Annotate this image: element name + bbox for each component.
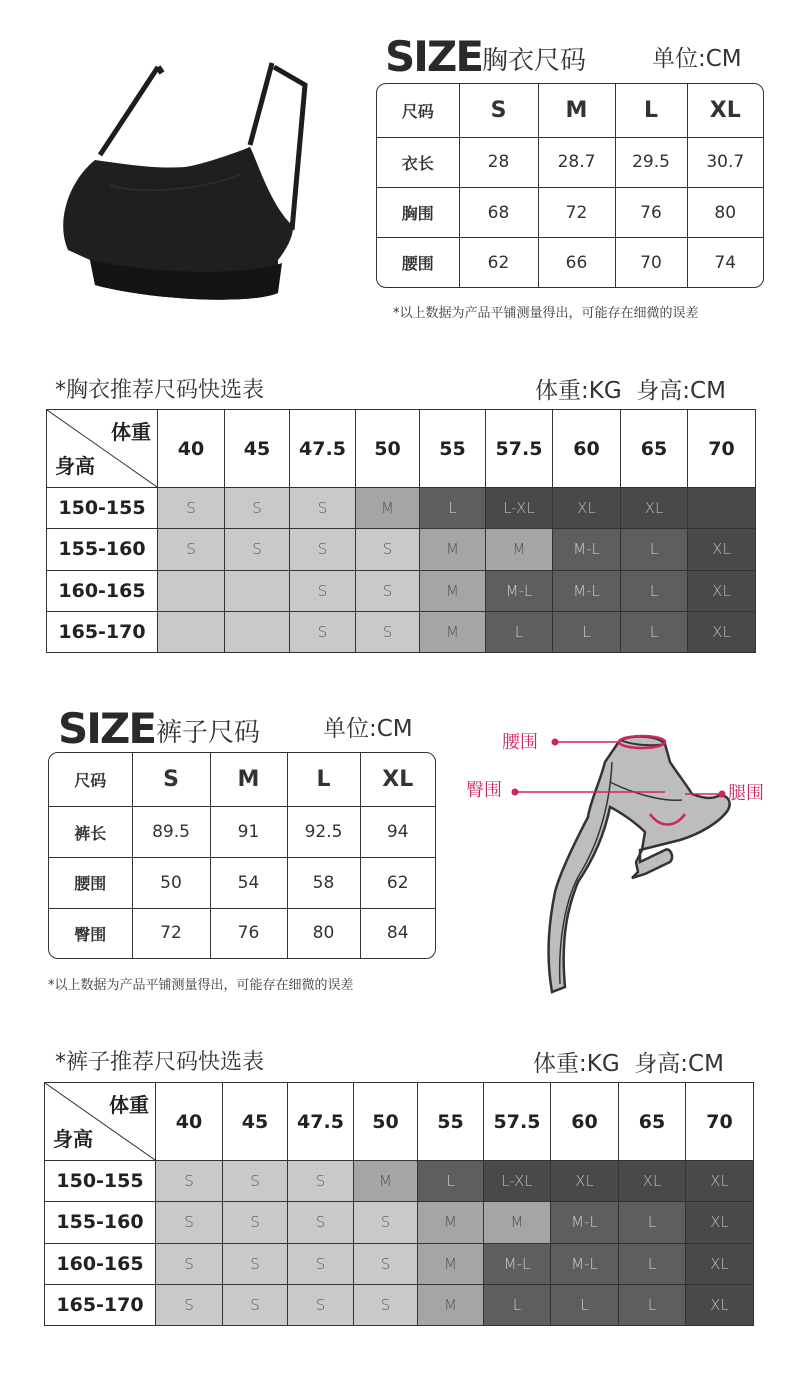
- size-cell: L: [619, 1202, 686, 1243]
- header-cell: M: [210, 753, 287, 807]
- size-cell: S: [156, 1161, 223, 1202]
- size-cell: M: [418, 1243, 484, 1284]
- size-cell: S: [290, 570, 356, 611]
- size-cell: M: [418, 1202, 484, 1243]
- size-cell: S: [288, 1202, 354, 1243]
- table-header-row: [377, 84, 763, 137]
- weight-header-cell: 47.5: [290, 410, 356, 488]
- row-label: 腰围: [49, 857, 132, 908]
- size-cell: S: [354, 1243, 418, 1284]
- weight-header-cell: 45: [225, 410, 290, 488]
- header-cell: 尺码: [49, 753, 132, 807]
- table-cell: 66: [538, 238, 615, 287]
- size-cell: S: [356, 529, 420, 570]
- table-header-row: [49, 753, 435, 807]
- size-cell: S: [156, 1284, 223, 1325]
- size-cell: M: [484, 1202, 551, 1243]
- size-cell: S: [158, 529, 225, 570]
- size-cell: L: [619, 1284, 686, 1325]
- table-row: [45, 1161, 754, 1202]
- size-cell: L-XL: [484, 1161, 551, 1202]
- size-cell: S: [223, 1243, 288, 1284]
- size-cell: S: [288, 1243, 354, 1284]
- table-cell: 91: [210, 807, 287, 858]
- table-cell: 74: [687, 238, 763, 287]
- table-row: [47, 488, 756, 529]
- table-cell: 89.5: [132, 807, 210, 858]
- pants-rec-title: *裤子推荐尺码快选表: [55, 1050, 265, 1075]
- size-cell: M-L: [553, 570, 621, 611]
- table-row: [45, 1202, 754, 1243]
- size-cell: S: [158, 488, 225, 529]
- weight-header-cell: 55: [420, 410, 486, 488]
- table-row: [49, 807, 435, 858]
- size-cell: S: [288, 1284, 354, 1325]
- row-label: 胸围: [377, 187, 459, 237]
- header-cell: M: [538, 84, 615, 137]
- weight-header-row: [45, 1083, 754, 1161]
- size-cell: L: [484, 1284, 551, 1325]
- header-cell: 尺码: [377, 84, 459, 137]
- table-cell: 30.7: [687, 137, 763, 187]
- table-cell: 58: [287, 857, 360, 908]
- size-cell: [225, 611, 290, 652]
- pants-size-title: 裤子尺码: [156, 718, 261, 748]
- table-row: [47, 611, 756, 652]
- size-cell: S: [356, 570, 420, 611]
- leggings-diagram: [460, 722, 770, 1002]
- corner-cell: [45, 1083, 156, 1161]
- size-cell: S: [156, 1243, 223, 1284]
- size-cell: XL: [686, 1243, 754, 1284]
- size-cell: M-L: [551, 1202, 619, 1243]
- size-cell: M: [486, 529, 553, 570]
- weight-header-cell: 40: [156, 1083, 223, 1161]
- weight-header-row: [47, 410, 756, 488]
- weight-header-cell: 57.5: [486, 410, 553, 488]
- size-cell: L-XL: [486, 488, 553, 529]
- height-row-label: 150-155: [47, 488, 158, 529]
- row-label: 腰围: [377, 238, 459, 287]
- size-cell: S: [223, 1202, 288, 1243]
- weight-header-cell: 40: [158, 410, 225, 488]
- bra-size-table: [376, 83, 764, 288]
- table-row: [47, 529, 756, 570]
- table-cell: 84: [360, 908, 435, 958]
- row-label: 衣长: [377, 137, 459, 187]
- height-row-label: 160-165: [45, 1243, 156, 1284]
- size-cell: XL: [688, 529, 756, 570]
- table-row: [377, 137, 763, 187]
- size-cell: L: [551, 1284, 619, 1325]
- table-cell: 28: [459, 137, 538, 187]
- table-cell: 76: [615, 187, 687, 237]
- size-cell: M: [420, 570, 486, 611]
- size-cell: M-L: [486, 570, 553, 611]
- bra-size-title: 胸衣尺码: [482, 46, 587, 76]
- table-row: [49, 857, 435, 908]
- size-cell: S: [354, 1284, 418, 1325]
- size-cell: XL: [688, 570, 756, 611]
- hip-label: 臀围: [466, 780, 502, 801]
- size-cell: [688, 488, 756, 529]
- size-cell: M: [354, 1161, 418, 1202]
- size-cell: L: [619, 1243, 686, 1284]
- height-row-label: 155-160: [45, 1202, 156, 1243]
- table-cell: 68: [459, 187, 538, 237]
- sports-bra-image: [50, 55, 310, 310]
- size-cell: S: [225, 529, 290, 570]
- bra-measurement-note: *以上数据为产品平铺测量得出，可能存在细微的误差: [393, 306, 699, 321]
- size-cell: L: [420, 488, 486, 529]
- row-label: 臀围: [49, 908, 132, 958]
- table-cell: 76: [210, 908, 287, 958]
- table-cell: 29.5: [615, 137, 687, 187]
- size-cell: [225, 570, 290, 611]
- pants-rec-unit: 体重:KG 身高:CM: [533, 1051, 724, 1077]
- header-cell: L: [615, 84, 687, 137]
- table-row: [377, 238, 763, 287]
- size-cell: XL: [686, 1161, 754, 1202]
- pants-recommendation-table: [44, 1082, 754, 1326]
- size-cell: [158, 570, 225, 611]
- header-cell: S: [459, 84, 538, 137]
- table-cell: 80: [687, 187, 763, 237]
- table-cell: 92.5: [287, 807, 360, 858]
- thigh-label: 腿围: [728, 783, 764, 804]
- table-row: [377, 187, 763, 237]
- table-row: [45, 1284, 754, 1325]
- corner-weight-label: 体重: [111, 420, 151, 444]
- size-cell: L: [418, 1161, 484, 1202]
- weight-header-cell: 55: [418, 1083, 484, 1161]
- size-cell: M-L: [484, 1243, 551, 1284]
- table-cell: 80: [287, 908, 360, 958]
- size-cell: M: [420, 611, 486, 652]
- height-row-label: 150-155: [45, 1161, 156, 1202]
- weight-header-cell: 65: [621, 410, 688, 488]
- table-cell: 72: [538, 187, 615, 237]
- table-cell: 94: [360, 807, 435, 858]
- size-cell: XL: [619, 1161, 686, 1202]
- size-cell: L: [486, 611, 553, 652]
- size-cell: S: [288, 1161, 354, 1202]
- table-cell: 28.7: [538, 137, 615, 187]
- pants-measurement-note: *以上数据为产品平铺测量得出，可能存在细微的误差: [48, 978, 354, 993]
- table-row: [47, 570, 756, 611]
- corner-height-label: 身高: [55, 454, 95, 478]
- size-cell: S: [156, 1202, 223, 1243]
- weight-header-cell: 47.5: [288, 1083, 354, 1161]
- weight-header-cell: 50: [354, 1083, 418, 1161]
- size-cell: XL: [553, 488, 621, 529]
- size-cell: L: [621, 611, 688, 652]
- size-cell: [158, 611, 225, 652]
- size-cell: M: [418, 1284, 484, 1325]
- bra-unit-label: 单位:CM: [652, 46, 742, 72]
- size-cell: XL: [686, 1284, 754, 1325]
- height-row-label: 165-170: [45, 1284, 156, 1325]
- weight-header-cell: 60: [551, 1083, 619, 1161]
- header-cell: L: [287, 753, 360, 807]
- size-cell: L: [621, 570, 688, 611]
- pants-size-table: [48, 752, 436, 959]
- size-cell: S: [223, 1161, 288, 1202]
- pants-size-title-word: SIZE: [58, 704, 156, 753]
- size-cell: L: [621, 529, 688, 570]
- weight-header-cell: 60: [553, 410, 621, 488]
- table-cell: 62: [459, 238, 538, 287]
- weight-header-cell: 70: [686, 1083, 754, 1161]
- size-cell: L: [553, 611, 621, 652]
- table-cell: 62: [360, 857, 435, 908]
- size-cell: M-L: [551, 1243, 619, 1284]
- weight-header-cell: 65: [619, 1083, 686, 1161]
- bra-rec-title: *胸衣推荐尺码快选表: [55, 378, 265, 403]
- row-label: 裤长: [49, 807, 132, 858]
- corner-cell: [47, 410, 158, 488]
- size-cell: S: [290, 529, 356, 570]
- table-row: [49, 908, 435, 958]
- size-cell: S: [290, 488, 356, 529]
- bra-size-title-word: SIZE: [385, 32, 483, 81]
- table-cell: 70: [615, 238, 687, 287]
- weight-header-cell: 50: [356, 410, 420, 488]
- header-cell: S: [132, 753, 210, 807]
- size-cell: S: [356, 611, 420, 652]
- corner-weight-label: 体重: [109, 1093, 149, 1117]
- corner-height-label: 身高: [53, 1127, 93, 1151]
- size-cell: M-L: [553, 529, 621, 570]
- weight-header-cell: 45: [223, 1083, 288, 1161]
- height-row-label: 165-170: [47, 611, 158, 652]
- weight-header-cell: 70: [688, 410, 756, 488]
- header-cell: XL: [360, 753, 435, 807]
- header-cell: XL: [687, 84, 763, 137]
- size-cell: M: [356, 488, 420, 529]
- bra-recommendation-table: [46, 409, 756, 653]
- size-cell: XL: [686, 1202, 754, 1243]
- pants-unit-label: 单位:CM: [323, 716, 413, 742]
- size-cell: XL: [621, 488, 688, 529]
- size-cell: XL: [551, 1161, 619, 1202]
- size-cell: S: [290, 611, 356, 652]
- size-cell: M: [420, 529, 486, 570]
- bra-rec-unit: 体重:KG 身高:CM: [535, 378, 726, 404]
- size-cell: XL: [688, 611, 756, 652]
- size-cell: S: [225, 488, 290, 529]
- size-cell: S: [354, 1202, 418, 1243]
- table-cell: 72: [132, 908, 210, 958]
- size-cell: S: [223, 1284, 288, 1325]
- table-row: [45, 1243, 754, 1284]
- weight-header-cell: 57.5: [484, 1083, 551, 1161]
- height-row-label: 155-160: [47, 529, 158, 570]
- waist-label: 腰围: [502, 732, 538, 753]
- height-row-label: 160-165: [47, 570, 158, 611]
- table-cell: 54: [210, 857, 287, 908]
- table-cell: 50: [132, 857, 210, 908]
